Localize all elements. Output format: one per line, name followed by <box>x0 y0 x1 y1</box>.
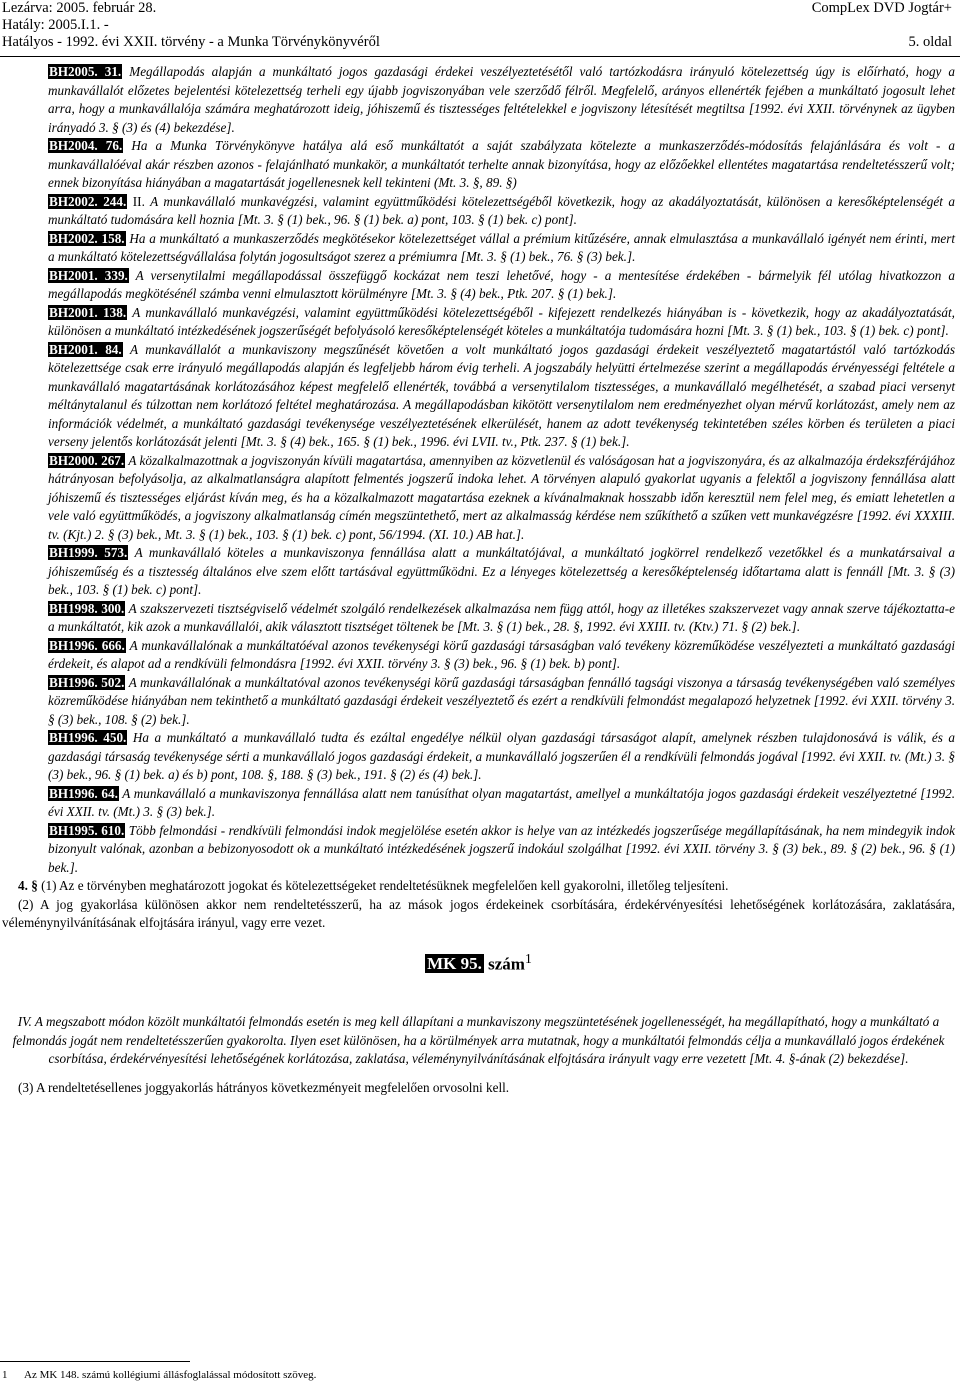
case-reference-link[interactable]: BH1996. 450. <box>49 730 127 745</box>
case-law-entry <box>2 137 955 193</box>
case-summary-text: A munkavállaló köteles a munkaviszonya fennállása alatt a munkáltatójával, a munkáltató jogkörrel rendelkező vezetőkkel és a munkatársaival a jóhiszeműség és a tisztesség általános elve szem előtt tartásával együttműködni. Ez a lényeges kötelezettség a keresőképtelenség időtartama alatt is fennáll [Mt. 3. § (3) bek., 103. § (1) bek. c) pont]. <box>48 545 955 597</box>
footnote-divider <box>0 1361 190 1362</box>
footnote <box>2 1368 316 1382</box>
header-divider <box>0 56 960 57</box>
case-summary-text: A munkavállalót a munkaviszony megszűnését követően a volt munkáltató jogos gazdasági érdekeit veszélyeztető magatartástól való tartózkodás kötelezettsége csak erre irányuló megállapodás alapján és legfeljebb három évig terheli. A jogszabály helyütti értelmezése szerint a megállapodás érvényességi feltétele a munkavállaló magatartásának korlátozásához képest megfelelő ellenérték, továbbá a versenytilalom tisztességes, a munkavállaló megélhetését, a szabad piaci versenyt méltánytalanul és túlzottan nem korlátozó feltétel meghatározása. A megállapodásban kikötött versenytilalom nem eredményezhet olyan mérvű korlátozást, amely nem az információk védelmét, a munkáltató gazdasági tevékenysége veszélyeztetésének elkerülését, hanem az adott tevékenység tekintetében széles körben és területen a piaci verseny jelentős korlátozását jelenti [Mt. 3. § (4) bek., 165. § (1) bek., 1996. évi LVII. tv., Ptk. 237. § (1) bek.]. <box>48 341 955 449</box>
case-summary-text: A szakszervezeti tisztségviselő védelmét szolgáló rendelkezések alkalmazása nem függ attól, hogy az illetékes szakszervezet vagy annak szerve tájékoztatta-e a munkáltatót, kik azok a munkavállalói, akik választott tisztséget töltenek be [Mt. 3. § (1) bek., 28. §, 1992. évi XXIII. tv. (Ktv.) 71. § (2) bek.]. <box>48 600 955 634</box>
footnote-number: 1 <box>2 1369 8 1381</box>
case-law-entry <box>2 63 955 137</box>
section-4-text-1: (1) Az e törvényben meghatározott jogokat és kötelezettségeket rendeltetésüknek megfelelően kell gyakorolni, illetőleg teljesíteni. <box>37 878 729 893</box>
case-law-entry <box>2 341 955 452</box>
case-reference-link[interactable]: BH2001. 339. <box>49 267 128 283</box>
header-product-name: CompLex DVD Jogtár+ <box>811 0 952 16</box>
case-law-list <box>2 63 955 877</box>
header-effective-date: Hatály: 2005.I.1. - <box>2 17 109 33</box>
case-reference-link[interactable]: BH2001. 138. <box>49 304 127 320</box>
case-law-entry <box>2 600 955 637</box>
mk-suffix: szám <box>483 954 525 974</box>
section-4-paragraph-2: (2) A jog gyakorlása különösen akkor nem rendeltetésszerű, ha az mások jogos érdekeinek csorbítására, érdekérvényesítési lehetőségének korlátozására, zaklatására, véleménynyilvánításának elfojtására irányul, vagy erre vezet. <box>2 896 955 930</box>
case-reference-link[interactable]: BH1999. 573. <box>49 545 128 560</box>
case-law-entry <box>2 544 955 600</box>
case-summary-text: A munkavállaló munkavégzési, valamint együttműködési kötelezettségéből - kifejezett rendelkezés hiányában is - következik, hogy az akadályoztatását, különösen a munkáltató intézkedésének jogszerűségét befolyásoló keresőképtelenségét köteles a munkáltatója tudomására hozni [Mt. 3. § (1) bek., 103. § (1) bek. c) pont]. <box>48 304 955 338</box>
document-body <box>2 63 955 1097</box>
case-summary-text: A munkavállaló munkavégzési, valamint együttműködési kötelezettségéből következik, hogy az akadályoztatását, különösen a keresőképtelenségét a munkáltató tudomására kell hoznia [Mt. 3. § (1) bek., 96. § (1) bek. a) pont, 103. § (1) bek. c) pont]. <box>48 193 955 227</box>
case-law-entry <box>2 267 955 304</box>
section-4-paragraph-3: (3) A rendeltetésellenes joggyakorlás hátrányos következményeit megfelelően orvosolni kell. <box>18 1079 510 1095</box>
header-document-title: Hatályos - 1992. évi XXII. törvény - a Munka Törvénykönyvéről <box>2 34 380 50</box>
case-reference-link[interactable]: BH1998. 300. <box>49 600 125 616</box>
mk-heading <box>2 949 955 976</box>
case-summary-text: A versenytilalmi megállapodással összefüggő kockázat nem teszi lehetővé, hogy - a mentesítése érdekében - bármelyik fél utólag hivatkozzon a megállapodás megkötésénél számba venni elmulasztott körülményre [Mt. 3. § (4) bek., Ptk. 207. § (1) bek.]. <box>48 267 955 301</box>
case-reference-link[interactable]: BH1996. 666. <box>49 637 125 653</box>
header-left <box>2 0 380 51</box>
case-law-entry <box>2 452 955 545</box>
case-reference-link[interactable]: BH2005. 31. <box>49 64 122 79</box>
section-4-paragraph-1 <box>2 877 955 896</box>
case-reference-link[interactable]: BH2002. 158. <box>49 230 125 246</box>
case-reference-link[interactable]: BH1996. 64. <box>49 785 118 801</box>
case-law-entry <box>2 193 955 230</box>
case-part-label: II. <box>127 193 145 209</box>
footnote-ref[interactable]: 1 <box>524 951 532 967</box>
case-law-entry <box>2 230 955 267</box>
header-closed-date: Lezárva: 2005. február 28. <box>2 0 157 16</box>
footnote-text: Az MK 148. számú kollégiumi állásfoglalással módosított szöveg. <box>24 1369 317 1381</box>
case-law-entry <box>2 637 955 674</box>
case-reference-link[interactable]: BH1995. 610. <box>49 822 125 838</box>
case-summary-text: A közalkalmazottnak a jogviszonyán kívüli magatartása, amennyiben az közvetlenül és valóságosan hat a jogviszonyára, és az alkalmazója érdekszférájához hátrányosan befolyásolja, az alkalmatlanságra alapított felmentés jogszerű indoka lehet. A törvényen alapuló gyakorlat ugyanis a felektől a jogviszony fennállása alatt jóhiszemű és tisztességes eljárást kíván meg, és ha a közalkalmazott magatartása ezeknek a kívánalmaknak hosszabb időn keresztül nem felel meg, és emiatt lehetetlen a vele való együttműködés, a jogviszony alkalmatlanság címén megszüntethető, mert az alkalmasság kérdése nem szűkíthető a szűken vett munkavégzésre [1992. évi XXXIII. tv. (Kjt.) 2. § (3) bek., Mt. 3. § (1) bek., 103. § (1) bek. c) pont, 56/1994. (XI. 10.) AB hat.]. <box>48 452 955 542</box>
case-summary-text: Megállapodás alapján a munkáltató jogos gazdasági érdekei veszélyeztetésétől való tartózkodásra irányuló kötelezettség úgy is előírható, hogy a munkavállalót előzetes bejelentési kötelezettség terheli egy újabb jogviszonyában vele szerződő félről. Megfelelő, arányos ellenérték fejében a munkáltató jogosult lehet arra, hogy a munkavállalója számára meghatározott ideig, jóhiszemű és tisztességes feltételekkel e jogviszony létesítését megtiltsa [1992. évi XXII. törvénynek az ügyben irányadó 3. § (3) és (4) bekezdése]. <box>48 64 956 135</box>
case-reference-link[interactable]: BH2000. 267. <box>49 452 125 468</box>
case-summary-text: Ha a munkáltató a munkaszerződés megkötésekor kötelezettséget vállal a prémium kitűzésére, annak elmulasztása a munkavállaló igényét nem érinti, mert a munkáltató kötelezettségvállalása folytán jogosultságot szerez a prémiumra [Mt. 3. § (1) bek., 76. § (3) bek.]. <box>48 230 956 264</box>
case-reference-link[interactable]: BH2002. 244. <box>49 193 127 209</box>
case-law-entry <box>2 674 955 730</box>
case-law-entry <box>2 822 955 878</box>
case-reference-link[interactable]: BH2001. 84. <box>49 341 122 357</box>
header-right <box>812 0 952 51</box>
case-law-entry <box>2 785 955 822</box>
case-summary-text: A munkavállalónak a munkáltatóéval azonos tevékenységi körű gazdasági társaságban való tevékeny közreműködése veszélyezteti a munkáltató gazdasági érdekeit, és alapot ad a rendkívüli felmondásra [1992. évi XXII. törvény 3. § (3) bek., 96. § (1) bek. b) pont]. <box>48 637 955 671</box>
mk-iv-text: IV. A megszabott módon közölt munkáltatói felmondás esetén is meg kell állapítani a munkaviszony megszüntetésének jogellenességét, ha megállapítható, hogy a munkáltató a felmondás jogát nem rendeltetésszerűen gyakorolta. Ilyen eset különösen, ha a körülmények arra mutatnak, hogy a munkáltatói felmondás célja a munkavállaló jogos érdekének csorbítása, érdekérvényesítési lehetőségének korlátozása, zaklatása, véleménynyilvánításának elfojtására irányult vagy erre vezetett [Mt. 4. §-ának (2) bekezdése]. <box>12 1014 945 1067</box>
case-law-entry <box>2 304 955 341</box>
case-summary-text: A munkavállalónak a munkáltatóval azonos tevékenységi körű gazdasági társaságban fennálló tagsági viszonya a társaság tevékenységében való személyes közreműködése hiányában nem tekinthető a munkáltató gazdasági érdekeit veszélyeztető és ezért a rendkívüli felmondást megalapozó helyzetnek [1992. évi XXII. törvény 3. § (3) bek., 108. § (2) bek.]. <box>48 674 955 727</box>
case-reference-link[interactable]: BH2004. 76. <box>49 138 123 153</box>
section-number: 4. § <box>18 878 38 893</box>
mk-label-link[interactable]: MK 95. <box>427 954 482 974</box>
case-summary-text: Ha a Munka Törvénykönyve hatálya alá eső munkáltatót a saját szabályzata kötelezte a munkaszerződés-módosítás felajánlására és volt - a munkavállalóéval akár részben azonos - felajánlható munkakör, a munkáltatót terhelte annak bizonyítása, hogy az előzőekkel ellentétes magatartása rendeltetésszerű volt; ennek bizonyítása hiányában a magatartását jogellenesnek kell tekinteni (Mt. 3. §, 89. §) <box>48 138 955 190</box>
case-law-entry <box>2 729 955 785</box>
page-number: 5. oldal <box>908 34 952 50</box>
case-summary-text: A munkavállaló a munkaviszonya fennállása alatt nem tanúsíthat olyan magatartást, amellyel a munkáltatója jogos gazdasági érdekeit veszélyeztetné [1992. évi XXII. tv. (Mt.) 3. § (3) bek.]. <box>48 785 955 819</box>
case-reference-link[interactable]: BH1996. 502. <box>49 674 125 690</box>
case-summary-text: Ha a munkáltató a munkavállaló tudta és ezáltal engedélye nélkül olyan gazdasági társaságot alapít, amelynek részben tulajdonosává is válik, és a gazdasági társaság tevékenysége sérti a munkavállaló jogos gazdasági érdekeit, a munkavállaló jogszerűen él a rendkívüli felmondás jogával [1992. évi XXII. tv. (Mt.) 3. § (3) bek., 96. § (1) bek. a) és b) pont, 108. §, 188. § (3) bek., 191. § (2) és (4) bek.]. <box>48 730 955 782</box>
page-header <box>0 0 960 56</box>
case-summary-text: Több felmondási - rendkívüli felmondási indok megjelölése esetén akkor is helye van az intézkedés jogszerűsége megállapításának, ha nem mindegyik indok bizonyult valónak, azonban a bebizonyosodott ok a munkáltató intézkedésének jogszerű indokául szolgálhat [1992. évi XXII. törvény 3. § (3) bek., 89. § (2) bek., 96. § (1) bek.]. <box>48 822 955 875</box>
